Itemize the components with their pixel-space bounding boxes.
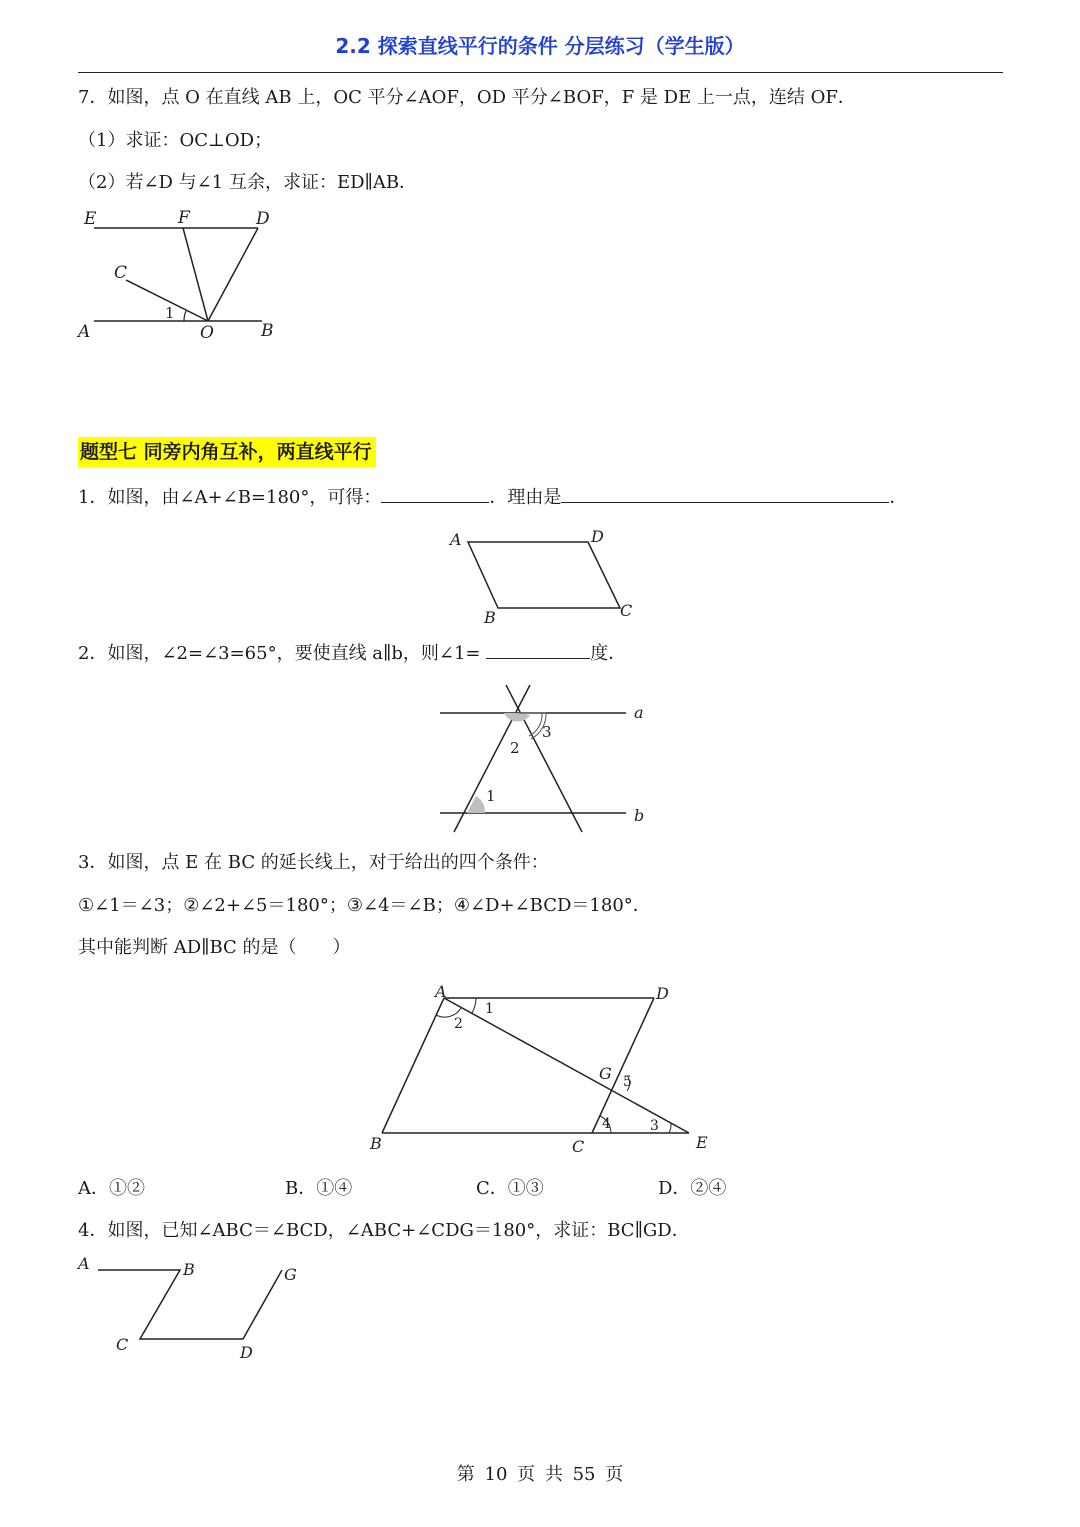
page-footer: 第 10 页 共 55 页 bbox=[456, 1464, 624, 1485]
q2-figure bbox=[430, 675, 660, 840]
q7-label-E: E bbox=[84, 209, 97, 229]
q3-option-d[interactable]: D．②④ bbox=[658, 1178, 727, 1199]
q1-text-c: ． bbox=[889, 487, 908, 508]
q3-label-G: G bbox=[599, 1064, 612, 1083]
q7-figure bbox=[70, 205, 300, 355]
q3-angle5-label: 5 bbox=[623, 1074, 632, 1090]
q4-label-C: C bbox=[116, 1335, 129, 1354]
q4-label-G: G bbox=[284, 1265, 297, 1284]
q3-label-C: C bbox=[572, 1137, 585, 1156]
q3-angle1-label: 1 bbox=[485, 1001, 494, 1017]
q2-blank[interactable] bbox=[486, 638, 590, 659]
q4-label-B: B bbox=[183, 1260, 195, 1279]
q7-label-D: D bbox=[256, 209, 270, 229]
q1-text-b: ．理由是 bbox=[489, 487, 562, 508]
q1-label-C: C bbox=[620, 601, 633, 620]
q4-label-A: A bbox=[78, 1254, 90, 1273]
q1-text-a: 1．如图，由∠A+∠B=180°，可得： bbox=[78, 487, 382, 508]
q3-angle2-label: 2 bbox=[454, 1016, 463, 1032]
q2-angle3-label: 3 bbox=[542, 723, 552, 741]
q3-options bbox=[78, 1176, 1003, 1202]
q4-figure bbox=[70, 1250, 320, 1370]
q7-angle1-label: 1 bbox=[165, 304, 175, 322]
section-heading: 题型七 同旁内角互补，两直线平行 bbox=[78, 437, 376, 467]
q2-text-b: 度． bbox=[590, 643, 627, 664]
q7-label-C: C bbox=[114, 263, 128, 283]
q1-figure bbox=[440, 522, 650, 627]
q3-option-b[interactable]: B．①④ bbox=[285, 1178, 353, 1199]
q1-label-D: D bbox=[591, 527, 604, 546]
q3-angle3-label: 3 bbox=[650, 1118, 659, 1134]
q2-angle2-label: 2 bbox=[510, 739, 520, 757]
q7-part2: （2）若∠D 与∠1 互余，求证：ED∥AB． bbox=[78, 172, 418, 193]
q7-part1: （1）求证：OC⊥OD； bbox=[78, 130, 273, 151]
q4-stem: 4．如图，已知∠ABC＝∠BCD，∠ABC+∠CDG＝180°，求证：BC∥GD． bbox=[78, 1220, 690, 1241]
q7-label-O: O bbox=[200, 323, 214, 343]
q1-label-B: B bbox=[484, 608, 496, 627]
q1-label-A: A bbox=[450, 530, 462, 549]
q7-stem: 7．如图，点 O 在直线 AB 上，OC 平分∠AOF，OD 平分∠BOF，F 是 DE 上一点，连结 OF． bbox=[78, 87, 856, 108]
q3-ask: 其中能判断 AD∥BC 的是（ ） bbox=[78, 937, 351, 958]
header-divider bbox=[78, 72, 1003, 73]
q3-stem: 3．如图，点 E 在 BC 的延长线上，对于给出的四个条件： bbox=[78, 852, 549, 873]
q3-label-A: A bbox=[435, 982, 447, 1001]
q2-label-a: a bbox=[634, 703, 644, 722]
q7-label-F: F bbox=[178, 208, 190, 228]
q3-label-B: B bbox=[370, 1134, 382, 1153]
q2-text-a: 2．如图，∠2=∠3=65°，要使直线 a∥b，则∠1= bbox=[78, 643, 481, 664]
q7-label-A: A bbox=[78, 322, 91, 342]
q2-label-b: b bbox=[634, 806, 645, 825]
q3-option-a[interactable]: A．①② bbox=[78, 1178, 145, 1199]
q4-label-D: D bbox=[240, 1343, 253, 1362]
q2-line bbox=[78, 638, 626, 667]
q3-label-E: E bbox=[696, 1133, 708, 1152]
page-header-title: 2.2 探索直线平行的条件 分层练习（学生版） bbox=[335, 34, 745, 58]
q1-blank-2[interactable] bbox=[561, 482, 889, 503]
q7-label-B: B bbox=[261, 321, 274, 341]
q1-blank-1[interactable] bbox=[381, 482, 489, 503]
q3-figure bbox=[365, 975, 725, 1160]
q1-line bbox=[78, 482, 907, 511]
q3-conditions: ①∠1＝∠3；②∠2+∠5＝180°；③∠4＝∠B；④∠D+∠BCD＝180°． bbox=[78, 895, 651, 916]
q3-label-D: D bbox=[656, 984, 669, 1003]
q2-angle1-label: 1 bbox=[486, 787, 496, 805]
q3-option-c[interactable]: C．①③ bbox=[476, 1178, 544, 1199]
q3-angle4-label: 4 bbox=[602, 1116, 611, 1132]
